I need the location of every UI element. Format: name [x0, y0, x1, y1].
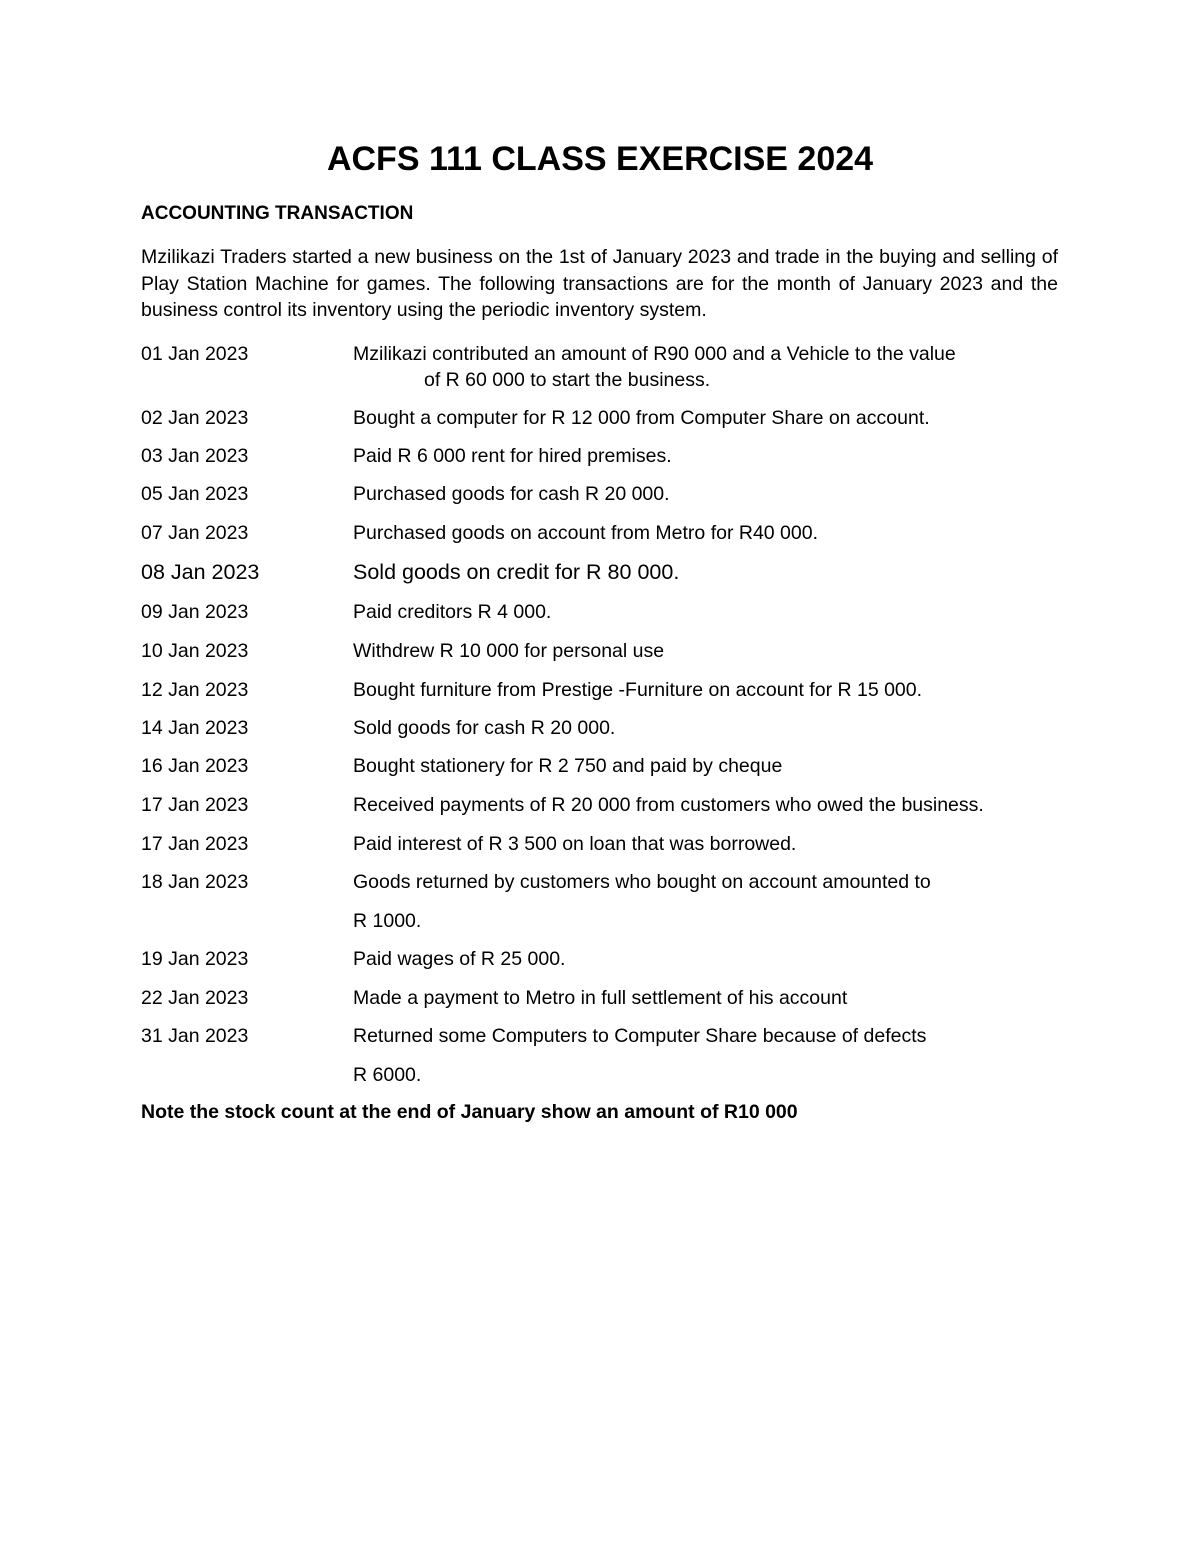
transaction-date: 12 Jan 2023 — [141, 679, 249, 701]
intro-paragraph: Mzilikazi Traders started a new business on the 1st of January 2023 and trade in the buying and selling of Play Station Machine for games. The following transactions are for the month of January 2023 and the business control its inventory using the periodic inventory system. — [141, 246, 1058, 321]
transaction-description: Paid R 6 000 rent for hired premises. — [353, 445, 672, 467]
transaction-date: 09 Jan 2023 — [141, 601, 249, 623]
transaction-date: 19 Jan 2023 — [141, 948, 249, 970]
transaction-description: Paid wages of R 25 000. — [353, 948, 566, 970]
section-heading: ACCOUNTING TRANSACTION — [141, 203, 414, 224]
transaction-description: Paid creditors R 4 000. — [353, 601, 552, 623]
transaction-description: Bought a computer for R 12 000 from Computer Share on account. — [353, 407, 930, 429]
transaction-description: Bought furniture from Prestige -Furniture on account for R 15 000. — [353, 679, 923, 701]
page-title: ACFS 111 CLASS EXERCISE 2024 — [326, 140, 874, 178]
transaction-description: Goods returned by customers who bought on account amounted to — [353, 871, 931, 893]
transaction-description: Received payments of R 20 000 from customers who owed the business. — [353, 794, 984, 816]
transaction-date: 16 Jan 2023 — [141, 755, 249, 777]
transaction-description: Bought stationery for R 2 750 and paid by cheque — [353, 755, 783, 777]
transaction-date: 08 Jan 2023 — [141, 560, 260, 584]
transaction-description: Paid interest of R 3 500 on loan that was borrowed. — [353, 833, 797, 855]
transaction-date: 18 Jan 2023 — [141, 871, 249, 893]
transaction-description: Returned some Computers to Computer Share because of defects — [353, 1025, 927, 1047]
transaction-description: Withdrew R 10 000 for personal use — [353, 640, 665, 662]
transaction-date: 17 Jan 2023 — [141, 794, 249, 816]
transaction-description-continued: R 6000. — [353, 1064, 422, 1086]
transaction-description: Sold goods on credit for R 80 000. — [353, 560, 680, 584]
transaction-description: Sold goods for cash R 20 000. — [353, 717, 616, 739]
transaction-description: Mzilikazi contributed an amount of R90 000 and a Vehicle to the value — [353, 343, 956, 365]
transaction-description: Made a payment to Metro in full settlement of his account — [353, 987, 848, 1009]
transaction-date: 22 Jan 2023 — [141, 987, 249, 1009]
transaction-date: 14 Jan 2023 — [141, 717, 249, 739]
transaction-date: 07 Jan 2023 — [141, 522, 249, 544]
transaction-date: 03 Jan 2023 — [141, 445, 249, 467]
stock-count-note: Note the stock count at the end of January show an amount of R10 000 — [141, 1101, 798, 1123]
transaction-date: 05 Jan 2023 — [141, 483, 249, 505]
transaction-date: 01 Jan 2023 — [141, 343, 249, 365]
transaction-description: Purchased goods on account from Metro for R40 000. — [353, 522, 819, 544]
transaction-date: 31 Jan 2023 — [141, 1025, 249, 1047]
transaction-description-continued: R 1000. — [353, 910, 422, 932]
transaction-date: 17 Jan 2023 — [141, 833, 249, 855]
transaction-date: 02 Jan 2023 — [141, 407, 249, 429]
transaction-description: Purchased goods for cash R 20 000. — [353, 483, 670, 505]
transaction-description-continued: of R 60 000 to start the business. — [424, 369, 711, 391]
transaction-date: 10 Jan 2023 — [141, 640, 249, 662]
